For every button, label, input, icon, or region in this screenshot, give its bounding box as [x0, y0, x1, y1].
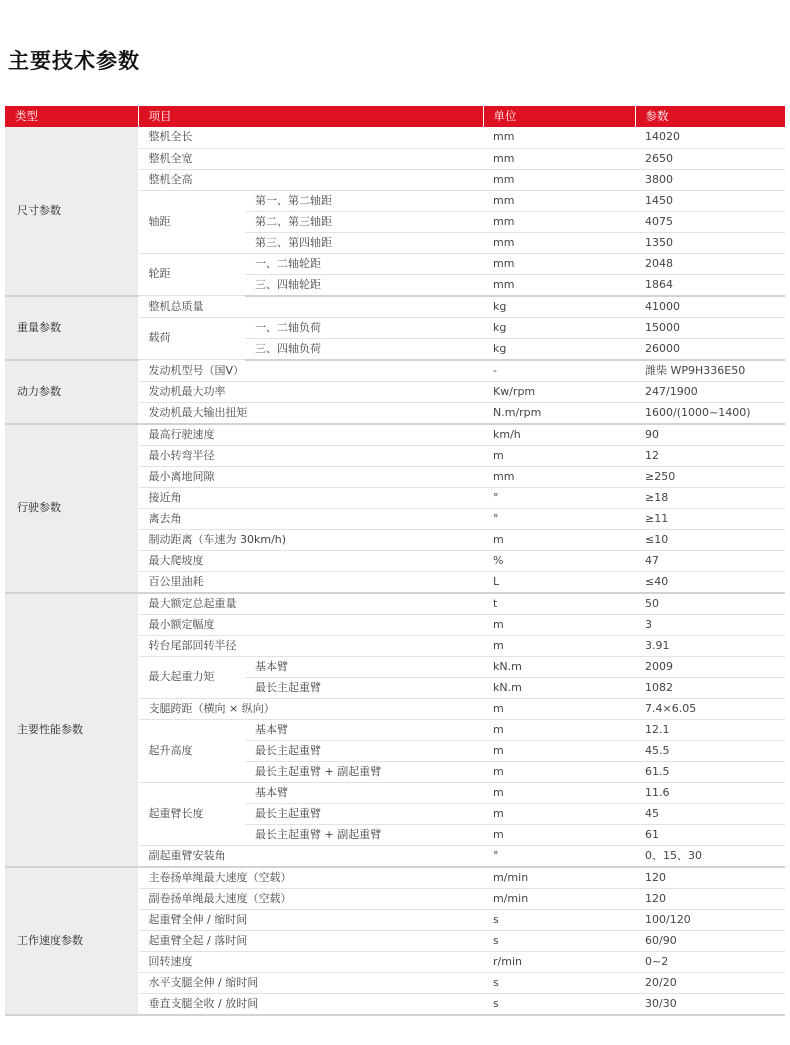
unit-cell: m — [483, 445, 635, 466]
item-cell: 整机全高 — [138, 169, 483, 190]
unit-cell: m/min — [483, 867, 635, 889]
value-cell: 15000 — [635, 317, 785, 338]
value-cell: 3800 — [635, 169, 785, 190]
unit-cell: - — [483, 360, 635, 382]
value-cell: 1600/(1000~1400) — [635, 402, 785, 424]
value-cell: 50 — [635, 593, 785, 615]
item-cell: 起升高度 — [138, 719, 245, 782]
item-cell: 接近角 — [138, 487, 483, 508]
item-cell: 发动机最大输出扭矩 — [138, 402, 483, 424]
category-cell: 尺寸参数 — [5, 127, 138, 296]
unit-cell: m/min — [483, 888, 635, 909]
value-cell: 12 — [635, 445, 785, 466]
item-cell: 最小转弯半径 — [138, 445, 483, 466]
unit-cell: mm — [483, 190, 635, 211]
subitem-cell: 最长主起重臂 + 副起重臂 — [245, 824, 483, 845]
subitem-cell: 一、二轴负荷 — [245, 317, 483, 338]
subitem-cell: 基本臂 — [245, 656, 483, 677]
item-cell: 轴距 — [138, 190, 245, 253]
spec-table — [5, 106, 785, 1016]
subitem-cell: 三、四轴轮距 — [245, 274, 483, 296]
category-cell: 主要性能参数 — [5, 593, 138, 867]
unit-cell: m — [483, 614, 635, 635]
unit-cell: m — [483, 635, 635, 656]
value-cell: 20/20 — [635, 972, 785, 993]
value-cell: 2650 — [635, 148, 785, 169]
subitem-cell: 最长主起重臂 — [245, 677, 483, 698]
unit-cell: m — [483, 761, 635, 782]
item-cell: 百公里油耗 — [138, 571, 483, 593]
value-cell: ≥11 — [635, 508, 785, 529]
unit-cell: m — [483, 698, 635, 719]
unit-cell: % — [483, 550, 635, 571]
item-cell: 最大起重力矩 — [138, 656, 245, 698]
unit-cell: mm — [483, 253, 635, 274]
value-cell: 1864 — [635, 274, 785, 296]
item-cell: 离去角 — [138, 508, 483, 529]
item-cell: 整机全宽 — [138, 148, 483, 169]
value-cell: 3 — [635, 614, 785, 635]
item-cell: 发动机型号（国Ⅴ） — [138, 360, 483, 382]
unit-cell: mm — [483, 211, 635, 232]
item-cell: 水平支腿全伸 / 缩时间 — [138, 972, 483, 993]
unit-cell: m — [483, 824, 635, 845]
value-cell: 30/30 — [635, 993, 785, 1015]
value-cell: 7.4×6.05 — [635, 698, 785, 719]
item-cell: 副卷扬单绳最大速度（空载） — [138, 888, 483, 909]
unit-cell: mm — [483, 232, 635, 253]
unit-cell: L — [483, 571, 635, 593]
item-cell: 副起重臂安装角 — [138, 845, 483, 867]
value-cell: 2009 — [635, 656, 785, 677]
item-cell: 整机全长 — [138, 127, 483, 148]
table-row — [5, 296, 785, 318]
value-cell: 120 — [635, 888, 785, 909]
subitem-cell: 最长主起重臂 + 副起重臂 — [245, 761, 483, 782]
unit-cell: km/h — [483, 424, 635, 446]
value-cell: 45 — [635, 803, 785, 824]
unit-cell: kg — [483, 338, 635, 360]
unit-cell: r/min — [483, 951, 635, 972]
unit-cell: s — [483, 972, 635, 993]
item-cell: 最小离地间隙 — [138, 466, 483, 487]
subitem-cell: 最长主起重臂 — [245, 803, 483, 824]
value-cell: 100/120 — [635, 909, 785, 930]
unit-cell: m — [483, 782, 635, 803]
item-cell: 垂直支腿全收 / 放时间 — [138, 993, 483, 1015]
subitem-cell: 第一、第二轴距 — [245, 190, 483, 211]
item-cell: 整机总质量 — [138, 296, 483, 318]
unit-cell: kN.m — [483, 656, 635, 677]
unit-cell: s — [483, 993, 635, 1015]
item-cell: 转台尾部回转半径 — [138, 635, 483, 656]
value-cell: 1450 — [635, 190, 785, 211]
value-cell: ≥250 — [635, 466, 785, 487]
subitem-cell: 第二、第三轴距 — [245, 211, 483, 232]
value-cell: ≥18 — [635, 487, 785, 508]
value-cell: 60/90 — [635, 930, 785, 951]
value-cell: 1350 — [635, 232, 785, 253]
table-row — [5, 127, 785, 148]
item-cell: 最大额定总起重量 — [138, 593, 483, 615]
page-title: 主要技术参数 — [8, 49, 140, 73]
value-cell: 12.1 — [635, 719, 785, 740]
item-cell: 回转速度 — [138, 951, 483, 972]
unit-cell: mm — [483, 148, 635, 169]
item-cell: 制动距离（车速为 30km/h) — [138, 529, 483, 550]
table-header-row — [5, 106, 785, 127]
unit-cell: kg — [483, 317, 635, 338]
unit-cell: s — [483, 909, 635, 930]
value-cell: 26000 — [635, 338, 785, 360]
unit-cell: t — [483, 593, 635, 615]
value-cell: 41000 — [635, 296, 785, 318]
unit-cell: ° — [483, 487, 635, 508]
item-cell: 发动机最大功率 — [138, 381, 483, 402]
value-cell: 14020 — [635, 127, 785, 148]
category-cell: 重量参数 — [5, 296, 138, 360]
unit-cell: mm — [483, 274, 635, 296]
value-cell: 47 — [635, 550, 785, 571]
subitem-cell: 三、四轴负荷 — [245, 338, 483, 360]
value-cell: 0、15、30 — [635, 845, 785, 867]
unit-cell: kg — [483, 296, 635, 318]
unit-cell: m — [483, 803, 635, 824]
header-unit: 单位 — [483, 106, 635, 127]
unit-cell: m — [483, 529, 635, 550]
item-cell: 最大爬坡度 — [138, 550, 483, 571]
table-row — [5, 867, 785, 889]
unit-cell: mm — [483, 127, 635, 148]
value-cell: 2048 — [635, 253, 785, 274]
value-cell: 潍柴 WP9H336E50 — [635, 360, 785, 382]
unit-cell: mm — [483, 466, 635, 487]
item-cell: 主卷扬单绳最大速度（空载） — [138, 867, 483, 889]
value-cell: ≤40 — [635, 571, 785, 593]
subitem-cell: 基本臂 — [245, 719, 483, 740]
value-cell: 247/1900 — [635, 381, 785, 402]
subitem-cell: 基本臂 — [245, 782, 483, 803]
table-row — [5, 424, 785, 446]
subitem-cell: 一、二轴轮距 — [245, 253, 483, 274]
header-type: 类型 — [5, 106, 138, 127]
unit-cell: m — [483, 719, 635, 740]
subitem-cell: 最长主起重臂 — [245, 740, 483, 761]
value-cell: 3.91 — [635, 635, 785, 656]
item-cell: 起重臂全伸 / 缩时间 — [138, 909, 483, 930]
value-cell: ≤10 — [635, 529, 785, 550]
unit-cell: mm — [483, 169, 635, 190]
unit-cell: m — [483, 740, 635, 761]
value-cell: 45.5 — [635, 740, 785, 761]
value-cell: 90 — [635, 424, 785, 446]
value-cell: 1082 — [635, 677, 785, 698]
item-cell: 轮距 — [138, 253, 245, 296]
unit-cell: ° — [483, 845, 635, 867]
category-cell: 动力参数 — [5, 360, 138, 424]
category-cell: 工作速度参数 — [5, 867, 138, 1015]
value-cell: 11.6 — [635, 782, 785, 803]
unit-cell: s — [483, 930, 635, 951]
item-cell: 载荷 — [138, 317, 245, 360]
value-cell: 4075 — [635, 211, 785, 232]
value-cell: 0~2 — [635, 951, 785, 972]
value-cell: 120 — [635, 867, 785, 889]
value-cell: 61.5 — [635, 761, 785, 782]
subitem-cell: 第三、第四轴距 — [245, 232, 483, 253]
item-cell: 支腿跨距（横向 × 纵向） — [138, 698, 483, 719]
table-row — [5, 593, 785, 615]
item-cell: 起重臂全起 / 落时间 — [138, 930, 483, 951]
value-cell: 61 — [635, 824, 785, 845]
unit-cell: N.m/rpm — [483, 402, 635, 424]
item-cell: 最小额定幅度 — [138, 614, 483, 635]
table-row — [5, 360, 785, 382]
table-body — [5, 127, 785, 1015]
item-cell: 最高行驶速度 — [138, 424, 483, 446]
unit-cell: Kw/rpm — [483, 381, 635, 402]
category-cell: 行驶参数 — [5, 424, 138, 593]
unit-cell: kN.m — [483, 677, 635, 698]
item-cell: 起重臂长度 — [138, 782, 245, 845]
header-item: 项目 — [138, 106, 483, 127]
unit-cell: ° — [483, 508, 635, 529]
header-value: 参数 — [635, 106, 785, 127]
